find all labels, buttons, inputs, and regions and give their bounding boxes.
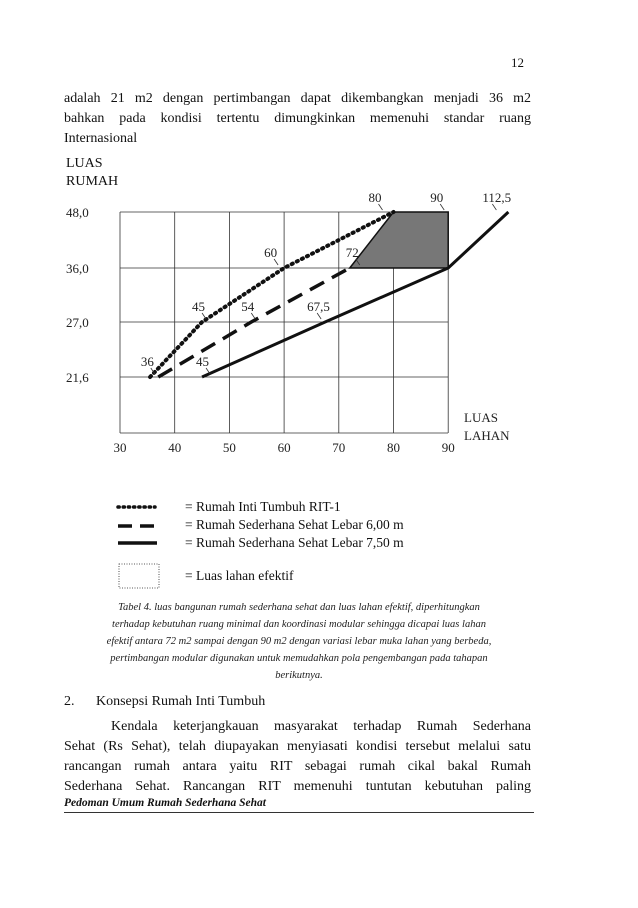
- point-label: 54: [241, 299, 255, 314]
- footer-rule: [64, 812, 534, 813]
- point-label: 90: [430, 190, 444, 205]
- section-number: 2.: [64, 694, 75, 709]
- y-axis-title-line-2: RUMAH: [66, 174, 119, 189]
- point-label: 45: [196, 354, 210, 369]
- x-tick-label: 40: [168, 440, 182, 455]
- section-title: Konsepsi Rumah Inti Tumbuh: [96, 694, 266, 709]
- body-line-2: Sehat (Rs Sehat), telah diupayakan menyiasati kondisi tersebut melalui satu: [64, 739, 531, 754]
- point-label: 67,5: [307, 299, 330, 314]
- legend-label-rit: = Rumah Inti Tumbuh RIT-1: [185, 499, 341, 514]
- point-label: 112,5: [482, 190, 512, 205]
- footer-title: Pedoman Umum Rumah Sederhana Sehat: [64, 797, 266, 809]
- caption-line-1: Tabel 4. luas bangunan rumah sederhana sehat dan luas lahan efektif, diperhitungkan: [118, 602, 480, 613]
- caption-line-4: pertimbangan modular digunakan untuk memudahkan pola pengembangan pada tahapan: [110, 653, 488, 664]
- legend-label-rss-750: = Rumah Sederhana Sehat Lebar 7,50 m: [185, 535, 404, 550]
- y-axis-title-line-1: LUAS: [66, 156, 103, 171]
- x-axis-title-line: LUAS: [464, 410, 498, 425]
- point-label: 80: [368, 190, 382, 205]
- x-tick-label: 80: [387, 440, 400, 455]
- caption-line-2: terhadap kebutuhan ruang minimal dan koordinasi modular sehingga dicapai luas lahan: [112, 619, 486, 630]
- caption-line-5: berikutnya.: [275, 670, 323, 681]
- intro-line-1: adalah 21 m2 dengan pertimbangan dapat dikembangkan menjadi 36 m2: [64, 91, 531, 106]
- intro-line-2: bahkan pada kondisi tertentu dimungkinkan memenuhi standar ruang: [64, 111, 531, 126]
- x-tick-label: 30: [113, 440, 127, 455]
- intro-line-3: Internasional: [64, 131, 138, 146]
- legend-swatch-area: [119, 564, 159, 588]
- x-tick-label: 50: [222, 440, 236, 455]
- x-axis-title-line: LAHAN: [464, 428, 510, 443]
- body-line-3: rancangan rumah antara yaitu RIT sebagai rumah cikal bakal Rumah: [64, 759, 531, 774]
- x-tick-label: 60: [277, 440, 291, 455]
- point-label: 72: [345, 245, 359, 260]
- legend-label-rss-600: = Rumah Sederhana Sehat Lebar 6,00 m: [185, 517, 404, 532]
- page-number: 12: [511, 55, 524, 70]
- y-tick-label: 48,0: [66, 205, 89, 220]
- point-label: 45: [192, 299, 206, 314]
- x-tick-label: 70: [332, 440, 346, 455]
- y-tick-label: 27,0: [66, 315, 89, 330]
- y-tick-label: 21,6: [66, 370, 89, 385]
- point-label: 36: [140, 354, 154, 369]
- y-tick-label: 36,0: [66, 261, 89, 276]
- caption-line-3: efektif antara 72 m2 sampai dengan 90 m2 dengan variasi lebar muka lahan yang berbeda,: [106, 636, 492, 647]
- body-line-1: Kendala keterjangkauan masyarakat terhadap Rumah Sederhana: [111, 719, 531, 734]
- point-label: 60: [264, 245, 278, 260]
- legend-label-area: = Luas lahan efektif: [185, 568, 294, 583]
- x-tick-label: 90: [441, 440, 455, 455]
- body-line-4: Sederhana Sehat. Rancangan RIT memenuhi tuntutan kebutuhan paling: [64, 779, 531, 794]
